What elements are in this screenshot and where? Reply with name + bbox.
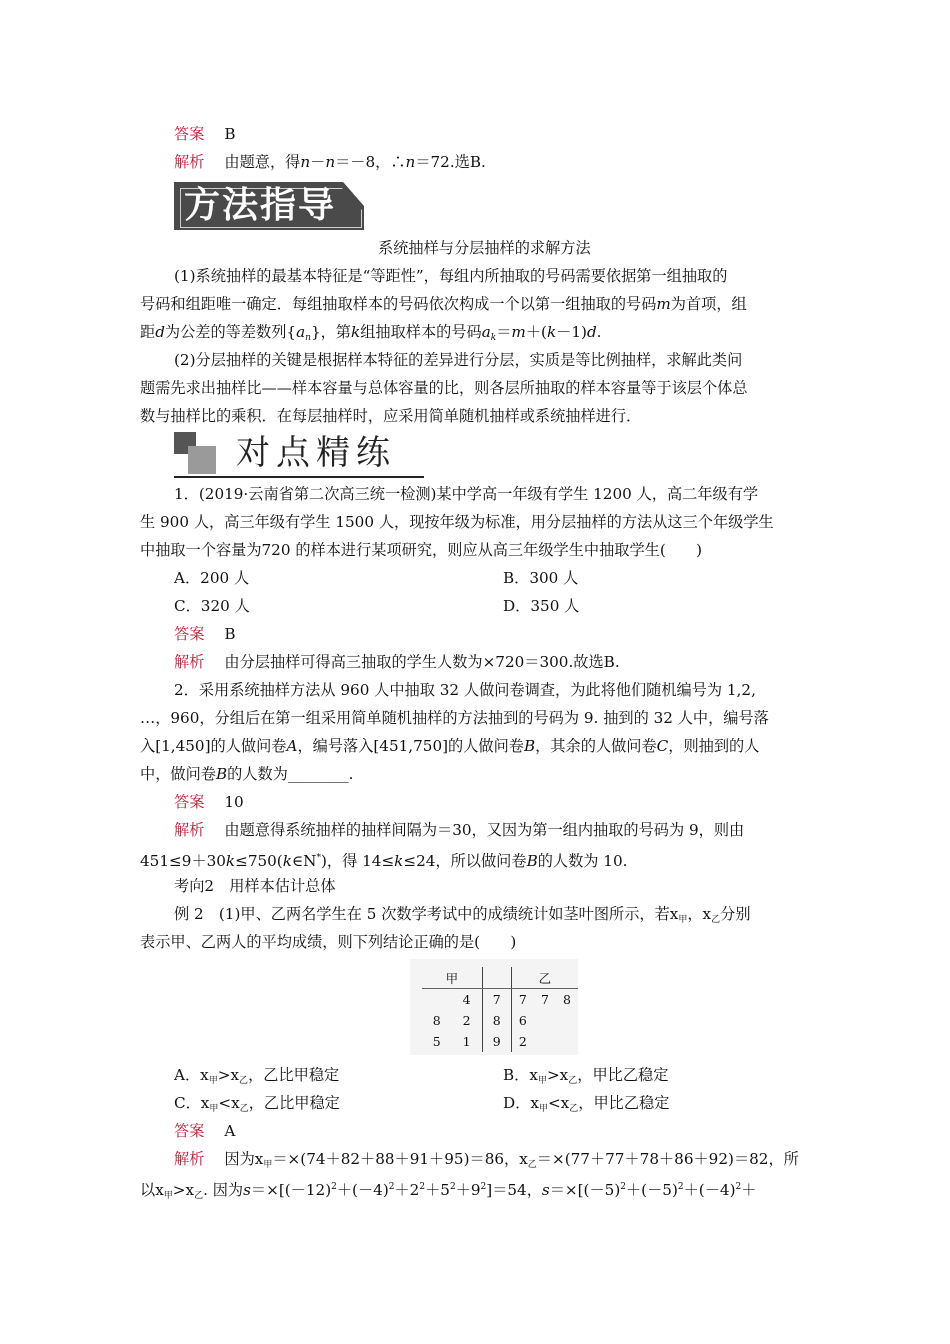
ex2-analysis-line1 xyxy=(174,1149,799,1175)
leaf-right: 2 xyxy=(511,1031,534,1052)
text: ，则抽到的人 xyxy=(668,737,760,755)
superscript: 2 xyxy=(735,1182,742,1192)
leaf-right: 8 xyxy=(563,992,571,1007)
ex2-option-d xyxy=(503,1093,669,1119)
text: 号码和组距唯一确定．每组抽取样本的号码依次构成一个以第一组抽取的号码 xyxy=(140,295,657,313)
text: ＋9 xyxy=(455,1181,481,1199)
answer-label: 答案 xyxy=(174,125,205,143)
text: 组抽取样本的号码 xyxy=(360,323,482,341)
text: 为公差的等差数列{ xyxy=(164,323,297,341)
subscript: 甲 xyxy=(263,1160,273,1170)
subscript: 乙 xyxy=(569,1104,579,1114)
subscript: 甲 xyxy=(209,1104,219,1114)
text: ，x xyxy=(687,905,712,923)
var-k: k xyxy=(394,852,404,870)
subscript: 乙 xyxy=(194,1191,204,1201)
q2-line4 xyxy=(140,764,353,784)
subscript: 乙 xyxy=(239,1076,249,1086)
var-d: d xyxy=(155,323,165,341)
leaf-right xyxy=(556,1010,578,1031)
var-a: a xyxy=(296,323,306,341)
var-B: B xyxy=(526,852,538,870)
text: ≤24，所以做问卷 xyxy=(403,852,527,870)
text: 分别 xyxy=(720,905,751,923)
text: 中，做问卷 xyxy=(140,765,216,783)
analysis-text: － xyxy=(310,153,326,171)
leaf-left: 4 xyxy=(462,992,471,1007)
text: 的人数为 10. xyxy=(537,852,628,870)
q1-option-d: D．350 人 xyxy=(503,597,580,615)
leaf-right xyxy=(534,1010,556,1031)
ex2-option-c xyxy=(174,1093,340,1119)
text: }，第 xyxy=(310,323,351,341)
text: 以x xyxy=(140,1181,164,1199)
superscript: 2 xyxy=(419,1182,426,1192)
var-C: C xyxy=(656,737,669,755)
ex2-option-b xyxy=(503,1065,668,1091)
q2-analysis-line2 xyxy=(140,848,627,871)
banner-rule xyxy=(174,476,424,478)
stem-leaf-table xyxy=(422,967,578,1052)
subscript: 甲 xyxy=(537,1076,547,1086)
text: ＝ xyxy=(496,323,512,341)
text: ＋( xyxy=(525,323,547,341)
header-right: 乙 xyxy=(511,967,578,989)
text: >x xyxy=(546,1066,569,1084)
method-banner-title: 方法指导 xyxy=(184,185,337,226)
leaf-left: 5 xyxy=(432,1034,441,1049)
stem-leaf-header xyxy=(422,967,578,989)
text: )，得 14≤ xyxy=(320,852,395,870)
text: ＝×[(－5) xyxy=(549,1181,621,1199)
analysis-label: 解析 xyxy=(174,153,205,171)
leaf-right: 7 xyxy=(511,989,534,1011)
q2-line1: 2．采用系统抽样方法从 960 人中抽取 32 人做问卷调查，为此将他们随机编号为 1,2, xyxy=(174,681,756,699)
stem-value: 7 xyxy=(482,989,511,1011)
section-heading: 考向2 用样本估计总体 xyxy=(174,877,336,895)
leaf-right xyxy=(556,1031,578,1052)
stem-leaf-plot xyxy=(410,959,578,1055)
superscript: * xyxy=(316,853,321,863)
var-d: d xyxy=(586,323,597,341)
text: ＋(－4) xyxy=(683,1181,736,1199)
text: ，甲比乙稳定 xyxy=(578,1094,670,1112)
text: ＋ xyxy=(741,1181,757,1199)
method-p1-line2 xyxy=(140,294,747,314)
var-B: B xyxy=(523,737,536,755)
text: －1) xyxy=(556,323,587,341)
var-s: s xyxy=(243,1181,251,1199)
superscript: 2 xyxy=(677,1182,684,1192)
analysis-label: 解析 xyxy=(174,1150,205,1168)
text: ，甲比乙稳定 xyxy=(577,1066,669,1084)
superscript: 2 xyxy=(620,1182,626,1192)
text: ＋(－5) xyxy=(625,1181,678,1199)
text: <x xyxy=(547,1094,570,1112)
analysis-text: 由分层抽样可得高三抽取的学生人数为×720＝300.故选B. xyxy=(224,653,620,671)
text: 的人数为________. xyxy=(227,765,354,783)
text: ＝×(74＋82＋88＋91＋95)＝86，x xyxy=(272,1150,528,1168)
text: ，乙比甲稳定 xyxy=(248,1066,340,1084)
text: >x xyxy=(172,1181,195,1199)
leaf-left: 8 xyxy=(432,1013,441,1028)
text: ＋2 xyxy=(394,1181,420,1199)
practice-banner xyxy=(174,432,424,478)
text: C．x xyxy=(174,1094,210,1112)
text: D．x xyxy=(503,1094,539,1112)
q1-analysis xyxy=(174,652,620,672)
var-k: k xyxy=(546,323,557,341)
var-n: n xyxy=(300,153,311,171)
answer-line xyxy=(174,124,236,144)
text: 距 xyxy=(140,323,156,341)
method-p2-line3: 数与抽样比的乘积．在每层抽样时，应采用简单随机抽样或系统抽样进行． xyxy=(140,407,642,425)
banner-square-light xyxy=(188,446,216,474)
text: 例 2 (1)甲、乙两名学生在 5 次数学考试中的成绩统计如茎叶图所示，若x xyxy=(174,905,679,923)
text: ＝×(77＋77＋78＋86＋92)＝82，所 xyxy=(536,1150,799,1168)
ex2-line1 xyxy=(174,904,751,930)
stem-leaf-row xyxy=(422,989,578,1011)
text: >x xyxy=(217,1066,240,1084)
var-m: m xyxy=(511,323,526,341)
text: ，编号落入[451,750]的人做问卷 xyxy=(297,737,524,755)
stem-leaf-row xyxy=(422,1031,578,1052)
subscript: 甲 xyxy=(678,915,688,925)
method-p2-line2: 题需先求出抽样比——样本容量与总体容量的比，则各层所抽取的样本容量等于该层个体总 xyxy=(140,379,748,397)
text: B．x xyxy=(503,1066,538,1084)
analysis-label: 解析 xyxy=(174,821,205,839)
ex2-answer xyxy=(174,1121,235,1141)
method-banner xyxy=(174,182,364,230)
answer-value: A xyxy=(224,1122,236,1140)
answer-label: 答案 xyxy=(174,793,205,811)
analysis-label: 解析 xyxy=(174,653,205,671)
stem-value: 9 xyxy=(482,1031,511,1052)
text: . xyxy=(596,323,602,341)
leaf-right: 6 xyxy=(511,1010,534,1031)
analysis-text: 由题意，得 xyxy=(224,153,301,171)
var-A: A xyxy=(286,737,298,755)
answer-value: 10 xyxy=(224,793,244,811)
method-p1-line3 xyxy=(140,322,602,348)
analysis-text: 由题意得系统抽样的抽样间隔为＝30，又因为第一组内抽取的号码为 9，则由 xyxy=(224,821,745,839)
method-title: 系统抽样与分层抽样的求解方法 xyxy=(378,239,591,257)
text: ，乙比甲稳定 xyxy=(248,1094,340,1112)
subscript: 乙 xyxy=(711,915,721,925)
leaf-left: 2 xyxy=(462,1013,471,1028)
header-left: 甲 xyxy=(422,967,482,989)
q1-option-c: C．320 人 xyxy=(174,597,250,615)
method-p1-line1: (1)系统抽样的最基本特征是“等距性”，每组内所抽取的号码需要依据第一组抽取的 xyxy=(174,267,728,285)
leaf-left xyxy=(422,989,452,1011)
var-a: a xyxy=(481,323,491,341)
q1-line2: 生 900 人，高三年级有学生 1500 人，现按年级为标准，用分层抽样的方法从这三个年级学生 xyxy=(140,513,774,531)
leaf-left: 1 xyxy=(462,1034,471,1049)
sub-k: k xyxy=(490,333,497,343)
header-stem xyxy=(482,967,511,989)
text: ＝×[(－12) xyxy=(250,1181,332,1199)
analysis-line xyxy=(174,152,486,172)
ex2-option-a xyxy=(174,1065,339,1091)
text: ≤750( xyxy=(235,852,283,870)
text: 为首项，组 xyxy=(670,295,747,313)
subscript: 甲 xyxy=(163,1191,173,1201)
q2-answer xyxy=(174,792,244,812)
var-B: B xyxy=(215,765,228,783)
var-k: k xyxy=(282,852,292,870)
method-p2-line1: (2)分层抽样的关键是根据样本特征的差异进行分层，实质是等比例抽样，求解此类问 xyxy=(174,351,743,369)
text: 因为x xyxy=(224,1150,264,1168)
stem-leaf-row xyxy=(422,1010,578,1031)
var-n: n xyxy=(325,153,336,171)
sub-n: n xyxy=(305,333,311,343)
q1-answer xyxy=(174,624,236,644)
analysis-text: ＝－8，∴ xyxy=(335,153,406,171)
q1-option-b: B．300 人 xyxy=(503,569,579,587)
analysis-text: ＝72.选B. xyxy=(415,153,486,171)
text: . 因为 xyxy=(203,1181,244,1199)
answer-value: B xyxy=(224,625,236,643)
answer-label: 答案 xyxy=(174,1122,205,1140)
q1-line1: 1．(2019·云南省第二次高三统一检测)某中学高一年级有学生 1200 人，高二年级有学 xyxy=(174,485,759,503)
text: ＋5 xyxy=(425,1181,450,1199)
var-k: k xyxy=(225,852,236,870)
practice-banner-title: 对点精练 xyxy=(236,433,396,473)
subscript: 乙 xyxy=(239,1104,249,1114)
ex2-line2: 表示甲、乙两人的平均成绩，则下列结论正确的是( ) xyxy=(140,933,517,951)
text: ∈N xyxy=(291,852,317,870)
text: ＋(－4) xyxy=(336,1181,389,1199)
answer-label: 答案 xyxy=(174,625,205,643)
text: A．x xyxy=(174,1066,209,1084)
answer-value: B xyxy=(224,125,236,143)
text: 入[1,450]的人做问卷 xyxy=(140,737,287,755)
subscript: 乙 xyxy=(568,1076,578,1086)
leaf-right xyxy=(534,1031,556,1052)
text: ，其余的人做问卷 xyxy=(535,737,657,755)
var-s: s xyxy=(541,1181,550,1199)
stem-value: 8 xyxy=(482,1010,511,1031)
ex2-analysis-line2 xyxy=(140,1177,756,1206)
q2-line3 xyxy=(140,736,759,756)
superscript: 2 xyxy=(449,1182,456,1192)
q1-line3: 中抽取一个容量为720 的样本进行某项研究，则应从高三年级学生中抽取学生( ) xyxy=(140,541,703,559)
q2-line2: …，960，分组后在第一组采用简单随机抽样的方法抽到的号码为 9. 抽到的 32 人中，编号落 xyxy=(140,709,769,727)
text: 451≤9＋30 xyxy=(140,852,226,870)
var-n: n xyxy=(405,153,416,171)
subscript: 乙 xyxy=(527,1160,537,1170)
text: ]＝54， xyxy=(486,1181,542,1199)
superscript: 2 xyxy=(331,1182,337,1192)
q1-option-a: A．200 人 xyxy=(174,569,250,587)
text: <x xyxy=(218,1094,240,1112)
superscript: 2 xyxy=(480,1182,487,1192)
subscript: 甲 xyxy=(208,1076,218,1086)
leaf-right: 7 xyxy=(541,992,549,1007)
superscript: 2 xyxy=(388,1182,395,1192)
var-m: m xyxy=(656,295,671,313)
q2-analysis-line1 xyxy=(174,820,744,840)
subscript: 甲 xyxy=(538,1104,548,1114)
var-k: k xyxy=(351,323,361,341)
